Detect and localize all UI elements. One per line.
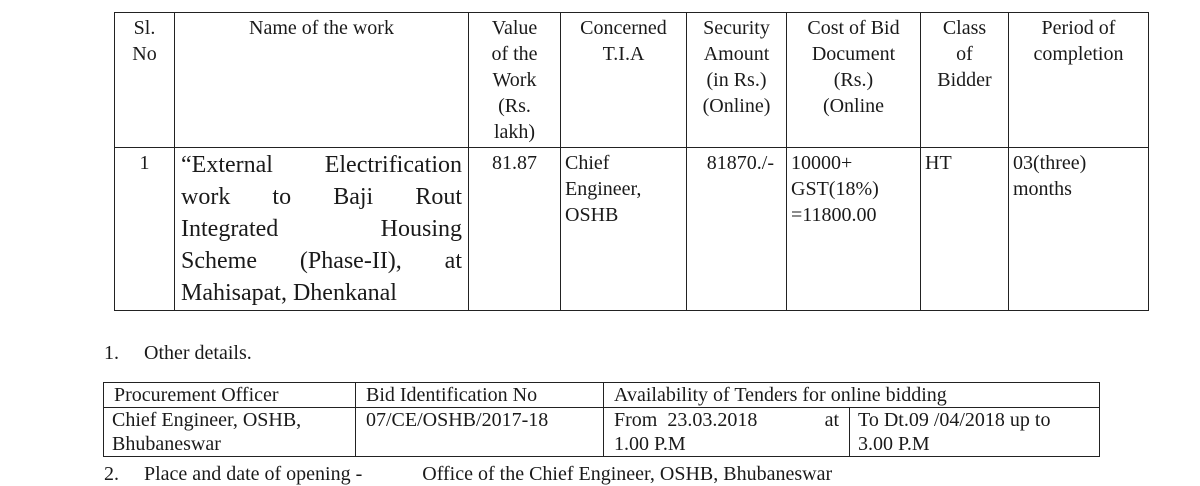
work-line: Integrated Housing bbox=[181, 216, 462, 242]
header-concerned-tia: Concerned T.I.A bbox=[561, 13, 687, 148]
cell-value: 81.87 bbox=[469, 148, 561, 311]
work-line: Mahisapat, Dhenkanal bbox=[181, 280, 397, 306]
section-number: 2. bbox=[104, 463, 119, 485]
cell-bid-identification: 07/CE/OSHB/2017-18 bbox=[356, 408, 604, 457]
work-line: Scheme (Phase-II), at bbox=[181, 248, 462, 274]
other-details-heading bbox=[104, 340, 252, 366]
cell-sl-no: 1 bbox=[115, 148, 175, 311]
header-cost-of-bid-document: Cost of Bid Document (Rs.) (Online bbox=[787, 13, 921, 148]
header-procurement-officer: Procurement Officer bbox=[104, 383, 356, 408]
from-line bbox=[614, 408, 839, 432]
header-sl-no: Sl. No bbox=[115, 13, 175, 148]
header-period-of-completion: Period of completion bbox=[1009, 13, 1149, 148]
cell-period: 03(three) months bbox=[1009, 148, 1149, 311]
header-name-of-work: Name of the work bbox=[175, 13, 469, 148]
header-value-of-work: Value of the Work (Rs. lakh) bbox=[469, 13, 561, 148]
cell-security: 81870./- bbox=[687, 148, 787, 311]
header-availability: Availability of Tenders for online bidding bbox=[604, 383, 1100, 408]
header-class-of-bidder: Class of Bidder bbox=[921, 13, 1009, 148]
details-row bbox=[104, 408, 1100, 457]
section-label: Other details. bbox=[144, 342, 252, 364]
cell-from-date bbox=[604, 408, 850, 457]
from-time: 1.00 P.M bbox=[614, 433, 686, 455]
table-row bbox=[115, 148, 1149, 311]
work-line: “External Electrification bbox=[181, 152, 462, 178]
procurement-details-table bbox=[103, 382, 1100, 457]
cell-to-date: To Dt.09 /04/2018 up to 3.00 P.M bbox=[850, 408, 1100, 457]
cell-class: HT bbox=[921, 148, 1009, 311]
header-bid-identification: Bid Identification No bbox=[356, 383, 604, 408]
work-line: work to Baji Rout bbox=[181, 184, 462, 210]
cell-cost: 10000+ GST(18%) =11800.00 bbox=[787, 148, 921, 311]
table-header-row bbox=[115, 13, 1149, 148]
header-security-amount: Security Amount (in Rs.) (Online) bbox=[687, 13, 787, 148]
cell-name-of-work bbox=[175, 148, 469, 311]
at-text: at bbox=[824, 409, 839, 431]
tender-work-table bbox=[114, 12, 1149, 311]
section-value: Office of the Chief Engineer, OSHB, Bhubaneswar bbox=[422, 463, 833, 485]
place-date-opening bbox=[104, 462, 832, 486]
cell-procurement-officer: Chief Engineer, OSHB, Bhubaneswar bbox=[104, 408, 356, 457]
details-header-row bbox=[104, 383, 1100, 408]
from-text: From 23.03.2018 bbox=[614, 409, 758, 431]
section-label: Place and date of opening - bbox=[144, 463, 363, 485]
cell-tia: Chief Engineer, OSHB bbox=[561, 148, 687, 311]
section-number: 1. bbox=[104, 342, 119, 364]
